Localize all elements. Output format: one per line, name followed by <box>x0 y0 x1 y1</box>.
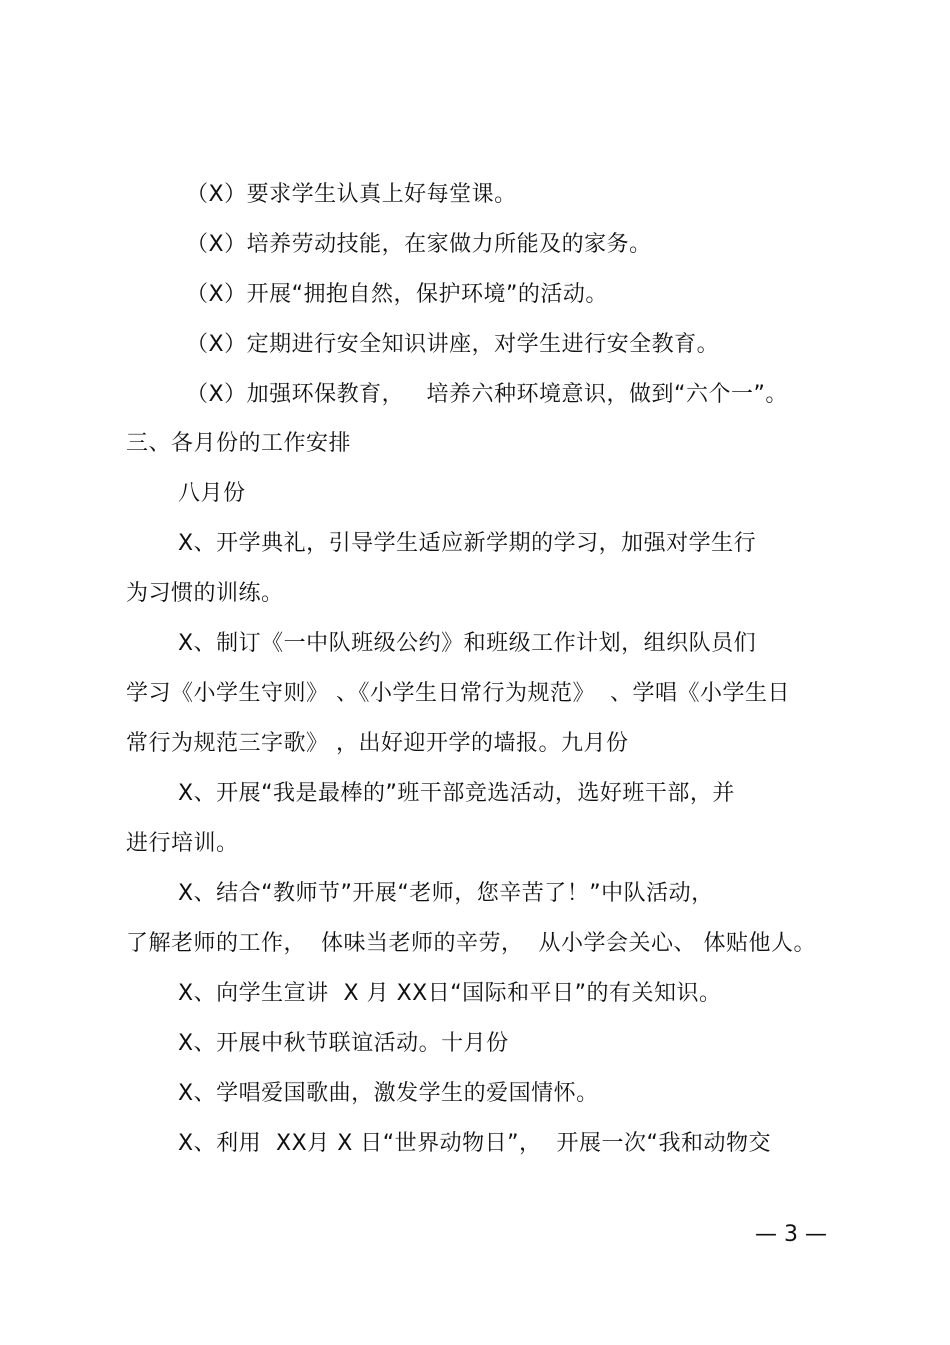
text-line: X、向学生宣讲 X 月 XX日“国际和平日”的有关知识。 <box>178 981 722 1006</box>
section-heading: 三、各月份的工作安排 <box>126 431 352 456</box>
text-line: X、学唱爱国歌曲，激发学生的爱国情怀。 <box>178 1081 599 1106</box>
text-line: （X）定期进行安全知识讲座，对学生进行安全教育。 <box>186 332 720 357</box>
text-line: 学习《小学生守则》 、《小学生日常行为规范》 、学唱《小学生日 <box>126 681 790 706</box>
text-line: X、开学典礼，引导学生适应新学期的学习，加强对学生行 <box>178 531 757 556</box>
text-line: X、制订《一中队班级公约》和班级工作计划，组织队员们 <box>178 631 757 656</box>
text-line: X、结合“教师节”开展“老师，您辛苦了！”中队活动， <box>178 881 714 906</box>
text-line: 了解老师的工作， 体味当老师的辛劳， 从小学会关心、 体贴他人。 <box>126 931 816 956</box>
text-line: （X）要求学生认真上好每堂课。 <box>186 182 517 207</box>
month-heading: 八月份 <box>178 481 246 506</box>
text-line: （X）开展“拥抱自然，保护环境”的活动。 <box>186 282 608 307</box>
text-line: 进行培训。 <box>126 831 239 856</box>
page-number: — 3 — <box>755 1222 827 1247</box>
text-line: X、开展“我是最棒的”班干部竞选活动，选好班干部，并 <box>178 781 735 806</box>
text-line: X、开展中秋节联谊活动。十月份 <box>178 1031 509 1056</box>
text-line: （X）培养劳动技能，在家做力所能及的家务。 <box>186 232 652 257</box>
text-line: X、利用 XX月 X 日“世界动物日”， 开展一次“我和动物交 <box>178 1131 771 1156</box>
text-line: （X）加强环保教育， 培养六种环境意识，做到“六个一”。 <box>186 382 788 407</box>
text-line: 为习惯的训练。 <box>126 581 284 606</box>
text-line: 常行为规范三字歌》 ，出好迎开学的墙报。九月份 <box>126 731 629 756</box>
